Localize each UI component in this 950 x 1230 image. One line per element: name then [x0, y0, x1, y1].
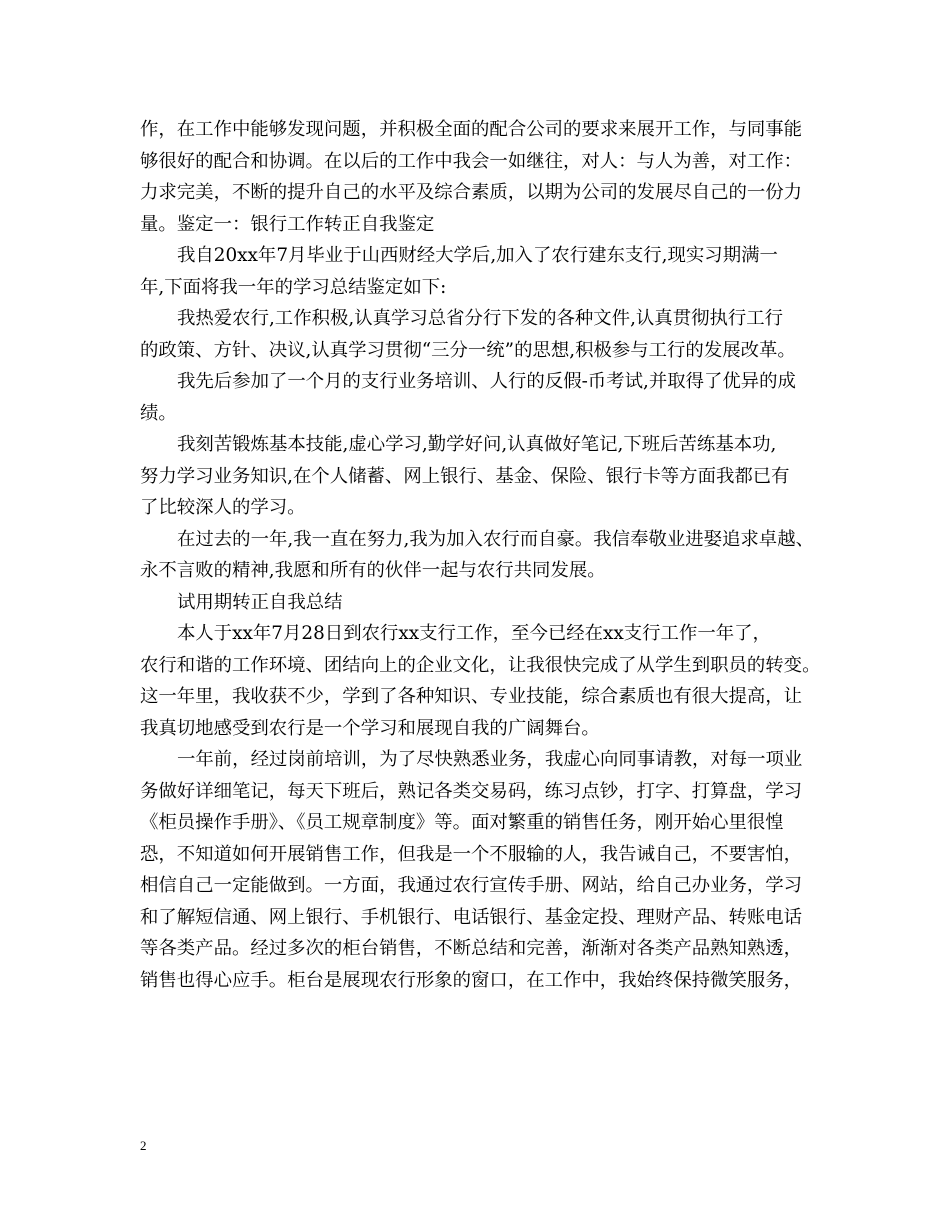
text-line: 《柜员操作手册》、《员工规章制度》等。面对繁重的销售任务，刚开始心里很惶 [140, 812, 784, 833]
text-line: 了比较深人的学习。 [140, 497, 306, 518]
text-line: 和了解短信通、网上银行、手机银行、电话银行、基金定投、理财产品、转账电话 [140, 906, 803, 928]
text-line: 我先后参加了一个月的支行业务培训、人行的反假-币考试,并取得了优异的成 [177, 371, 796, 392]
text-line: 我真切地感受到农行是一个学习和展现自我的广阔舞台。 [140, 717, 600, 739]
text-line: 在过去的一年,我一直在努力,我为加入农行而自豪。我信奉敬业进娶追求卓越、 [177, 528, 814, 550]
text-line: 力求完美，不断的提升自己的水平及综合素质，以期为公司的发展尽自己的一份力 [140, 182, 803, 203]
text-line: 恐，不知道如何开展销售工作，但我是一个不服输的人，我告诫自己，不要害怕， [140, 843, 803, 865]
text-line: 努力学习业务知识,在个人储蓄、网上银行、基金、保险、银行卡等方面我都已有 [140, 465, 790, 487]
text-line: 这一年里，我收获不少，学到了各种知识、专业技能，综合素质也有很大提高，让 [140, 686, 803, 707]
text-line: 我热爱农行,工作积极,认真学习总省分行下发的各种文件,认真贯彻执行工行 [177, 308, 784, 329]
text-line: 我自20xx年7月毕业于山西财经大学后,加入了农行建东支行,现实习期满一 [177, 245, 778, 266]
text-line: 的政策、方针、决议,认真学习贯彻“三分一统”的思想,积极参与工行的发展改革。 [140, 339, 796, 361]
text-line: 本人于xx年7月28日到农行xx支行工作，至今已经在xx支行工作一年了， [177, 623, 771, 644]
text-line: 够很好的配合和协调。在以后的工作中我会一如继往，对人：与人为善，对工作： [140, 150, 803, 172]
text-line: 量。鉴定一：银行工作转正自我鉴定 [140, 213, 435, 235]
text-line: 务做好详细笔记，每天下班后，熟记各类交易码，练习点钞，打字、打算盘，学习 [140, 780, 803, 802]
text-line: 农行和谐的工作环境、团结向上的企业文化，让我很快完成了从学生到职员的转变。 [140, 654, 821, 676]
text-line: 一年前，经过岗前培训，为了尽快熟悉业务，我虚心向同事请教，对每一项业 [177, 749, 803, 770]
text-line: 永不言败的精神,我愿和所有的伙伴一起与农行共同发展。 [140, 560, 606, 581]
text-line: 试用期转正自我总结 [177, 591, 343, 613]
text-line: 年,下面将我一年的学习总结鉴定如下: [140, 276, 447, 298]
text-line: 我刻苦锻炼基本技能,虚心学习,勤学好问,认真做好笔记,下班后苦练基本功, [177, 434, 777, 455]
text-line: 等各类产品。经过多次的柜台销售，不断总结和完善，渐渐对各类产品熟知熟透， [140, 938, 803, 959]
text-line: 销售也得心应手。柜台是展现农行形象的窗口，在工作中，我始终保持微笑服务， [140, 969, 803, 991]
text-line: 作，在工作中能够发现问题，并积极全面的配合公司的要求来展开工作，与同事能 [140, 119, 803, 140]
text-line: 相信自己一定能做到。一方面，我通过农行宣传手册、网站，给自己办业务，学习 [140, 875, 803, 896]
page-number: 2 [140, 1138, 147, 1153]
document-body [140, 114, 830, 996]
text-line: 绩。 [140, 402, 177, 424]
